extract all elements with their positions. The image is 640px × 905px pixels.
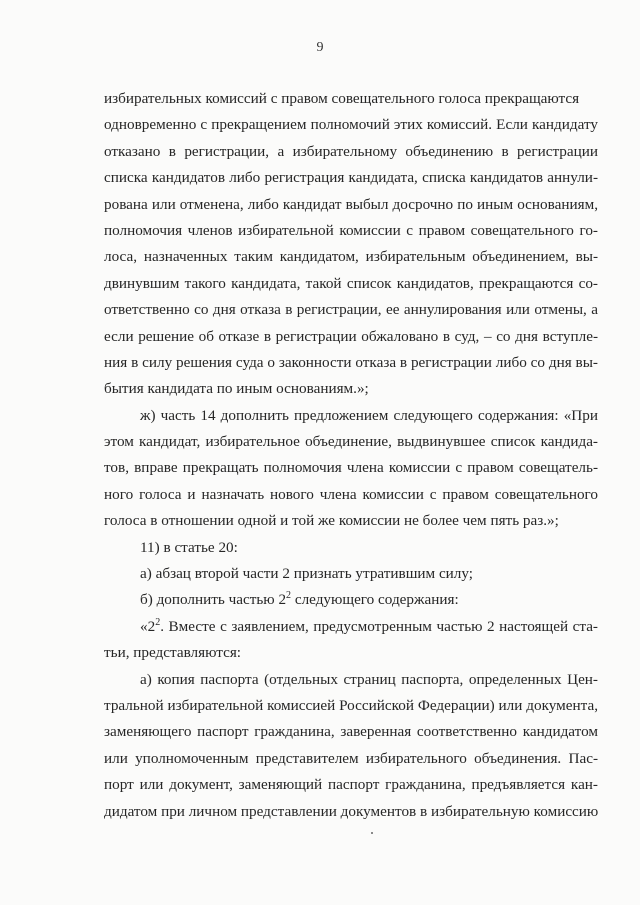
line-text-before: б) дополнить частью 2	[140, 591, 287, 609]
text-line: ного голоса и назначать нового члена комиссии с правом совещательного	[104, 485, 598, 503]
text-line: отказано в регистрации, а избирательному объединению в регистрации	[104, 142, 598, 160]
text-line: тральной избирательной комиссией Российской Федерации) или документа,	[104, 696, 598, 714]
text-line: дидатом при личном представлении документов в избирательную комиссию	[104, 802, 599, 820]
text-line: рована или отменена, либо кандидат выбыл досрочно по иным основаниям,	[104, 195, 598, 213]
text-line: полномочия членов избирательной комиссии с правом совещательного го-	[104, 221, 598, 239]
text-line: одновременно с прекращением полномочий этих комиссий. Если кандидату	[104, 116, 598, 134]
text-line: если решение об отказе в регистрации обжаловано в суд, – со дня вступле-	[104, 327, 598, 345]
line-text-after: . Вместе с заявлением, предусмотренным частью 2 настоящей ста-	[160, 617, 598, 635]
line-text-after: следующего содержания:	[291, 591, 459, 609]
text-line: этом кандидат, избирательное объединение, выдвинувшее список кандида-	[104, 433, 598, 451]
text-line: или уполномоченным представителем избирательного объединения. Пас-	[104, 749, 598, 767]
text-line: ответственно со дня отказа в регистрации, ее аннулирования или отмены, а	[104, 301, 598, 319]
text-line: лоса, назначенных таким кандидатом, избирательным объединением, вы-	[104, 248, 598, 266]
text-line: а) копия паспорта (отдельных страниц паспорта, определенных Цен-	[140, 670, 598, 688]
text-line: голоса в отношении одной и той же комиссии не более чем пять раз.»;	[104, 512, 559, 530]
text-line: избирательных комиссий с правом совещательного голоса прекращаются	[104, 90, 580, 107]
text-line: двинувшим такого кандидата, такой список кандидатов, прекращаются со-	[104, 274, 598, 292]
scan-artifact	[371, 832, 373, 834]
text-line: тов, вправе прекращать полномочия члена комиссии с правом совещатель-	[104, 459, 598, 477]
page-number: 9	[316, 40, 324, 55]
superscript: 2	[286, 590, 292, 602]
text-line: заменяющего паспорт гражданина, заверенная соответственно кандидатом	[104, 723, 598, 741]
superscript: 2	[155, 616, 161, 628]
body-text	[104, 86, 598, 825]
text-line: порт или документ, заменяющий паспорт гражданина, предъявляется кан-	[104, 776, 598, 794]
text-line: 11) в статье 20:	[140, 538, 238, 556]
text-line: тьи, представляются:	[104, 644, 242, 662]
text-line: списка кандидатов либо регистрация кандидата, списка кандидатов аннули-	[104, 169, 598, 187]
text-line: а) абзац второй части 2 признать утратившим силу;	[140, 565, 474, 583]
text-line	[104, 587, 598, 613]
text-line: бытия кандидата по иным основаниям.»;	[104, 380, 369, 398]
text-line: ния в силу решения суда о законности отказа в регистрации либо со дня вы-	[104, 353, 598, 371]
text-line: ж) часть 14 дополнить предложением следующего содержания: «При	[140, 406, 598, 424]
line-text-before: «2	[140, 617, 156, 635]
text-line	[104, 614, 598, 640]
